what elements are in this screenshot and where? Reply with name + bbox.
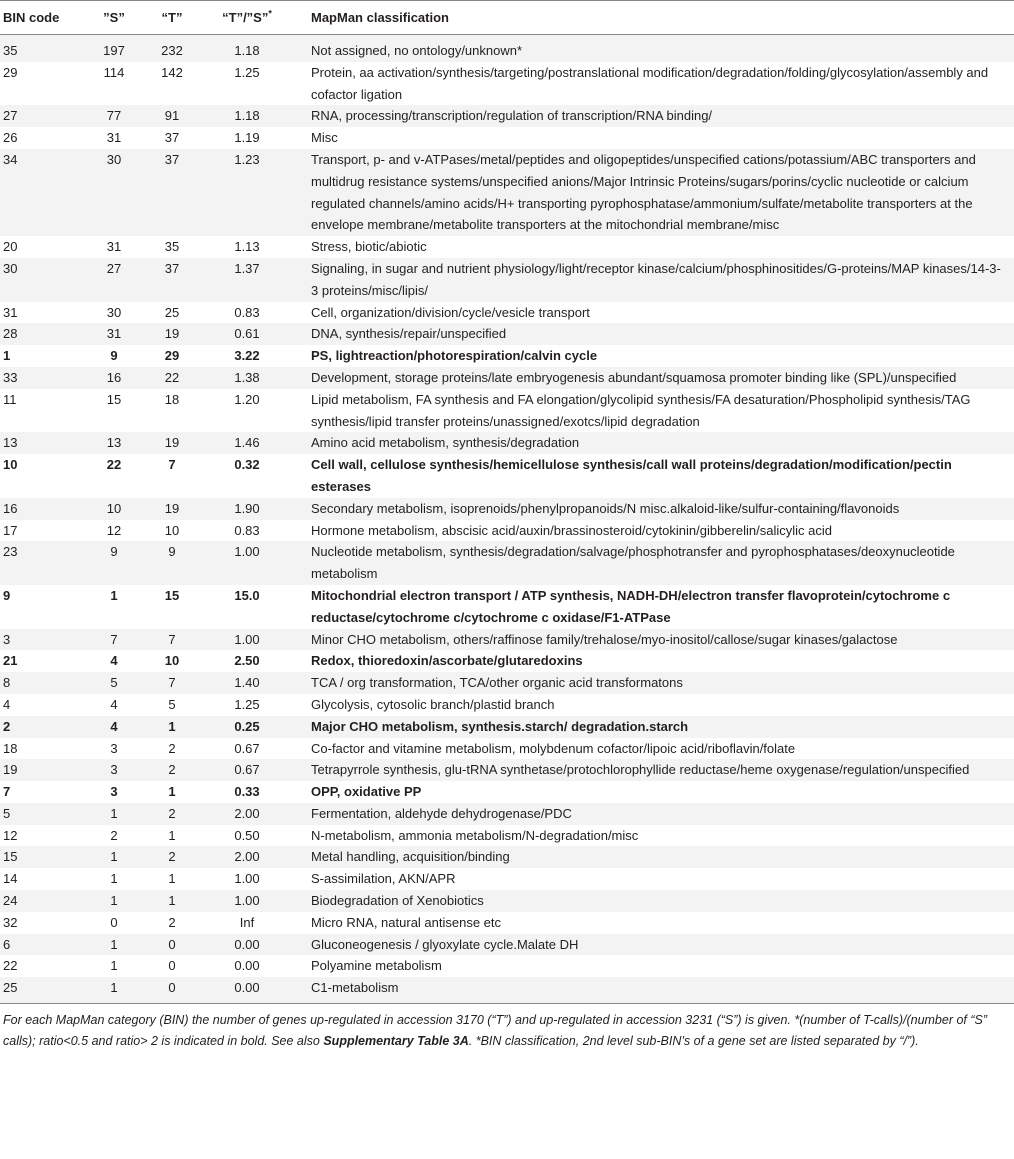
cell-s-count: 1	[83, 977, 145, 1003]
cell-bin-code: 4	[0, 694, 83, 716]
cell-bin-code: 28	[0, 323, 83, 345]
cell-s-count: 197	[83, 35, 145, 62]
cell-bin-code: 17	[0, 520, 83, 542]
cell-classification: Signaling, in sugar and nutrient physiology/light/receptor kinase/calcium/phosphinositides/G-proteins/MAP kinases/14-3-3 proteins/misc/lipis/	[295, 258, 1014, 302]
cell-classification: Cell wall, cellulose synthesis/hemicellulose synthesis/call wall proteins/degradation/modification/pectin esterases	[295, 454, 1014, 498]
cell-classification: Protein, aa activation/synthesis/targeting/postranslational modification/degradation/folding/glycosylation/assembly and cofactor ligation	[295, 62, 1014, 106]
cell-ratio: 1.00	[199, 541, 295, 585]
cell-s-count: 16	[83, 367, 145, 389]
cell-ratio: 2.00	[199, 846, 295, 868]
cell-classification: OPP, oxidative PP	[295, 781, 1014, 803]
cell-t-count: 1	[145, 825, 199, 847]
cell-bin-code: 3	[0, 629, 83, 651]
cell-ratio: 1.90	[199, 498, 295, 520]
cell-ratio: 2.00	[199, 803, 295, 825]
cell-t-count: 25	[145, 302, 199, 324]
cell-bin-code: 10	[0, 454, 83, 498]
cell-classification: Amino acid metabolism, synthesis/degradation	[295, 432, 1014, 454]
cell-ratio: 0.32	[199, 454, 295, 498]
cell-ratio: Inf	[199, 912, 295, 934]
table-row	[0, 803, 1014, 825]
cell-t-count: 2	[145, 738, 199, 760]
cell-classification: Hormone metabolism, abscisic acid/auxin/brassinosteroid/cytokinin/gibberelin/salicylic acid	[295, 520, 1014, 542]
table-row	[0, 694, 1014, 716]
cell-ratio: 0.67	[199, 759, 295, 781]
cell-s-count: 10	[83, 498, 145, 520]
table-row	[0, 127, 1014, 149]
cell-t-count: 7	[145, 629, 199, 651]
cell-ratio: 1.25	[199, 62, 295, 106]
header-ratio-text: “T”/”S”	[222, 10, 269, 25]
cell-t-count: 2	[145, 912, 199, 934]
cell-ratio: 1.00	[199, 868, 295, 890]
cell-classification: Misc	[295, 127, 1014, 149]
cell-s-count: 30	[83, 149, 145, 236]
cell-s-count: 1	[83, 955, 145, 977]
cell-classification: Not assigned, no ontology/unknown*	[295, 35, 1014, 62]
cell-t-count: 7	[145, 454, 199, 498]
cell-t-count: 37	[145, 127, 199, 149]
cell-classification: Redox, thioredoxin/ascorbate/glutaredoxins	[295, 650, 1014, 672]
cell-ratio: 1.18	[199, 105, 295, 127]
table-row	[0, 629, 1014, 651]
table-row	[0, 825, 1014, 847]
cell-bin-code: 15	[0, 846, 83, 868]
cell-s-count: 5	[83, 672, 145, 694]
cell-classification: N-metabolism, ammonia metabolism/N-degradation/misc	[295, 825, 1014, 847]
cell-ratio: 1.25	[199, 694, 295, 716]
table-row	[0, 585, 1014, 629]
cell-bin-code: 26	[0, 127, 83, 149]
cell-t-count: 22	[145, 367, 199, 389]
cell-classification: Biodegradation of Xenobiotics	[295, 890, 1014, 912]
cell-classification: TCA / org transformation, TCA/other organic acid transformatons	[295, 672, 1014, 694]
header-classification: MapMan classification	[295, 1, 1014, 35]
cell-s-count: 31	[83, 323, 145, 345]
header-ratio	[199, 1, 295, 35]
table-row	[0, 912, 1014, 934]
cell-s-count: 77	[83, 105, 145, 127]
cell-ratio: 0.25	[199, 716, 295, 738]
cell-s-count: 7	[83, 629, 145, 651]
cell-ratio: 1.23	[199, 149, 295, 236]
cell-classification: Co-factor and vitamine metabolism, molybdenum cofactor/lipoic acid/riboflavin/folate	[295, 738, 1014, 760]
cell-bin-code: 29	[0, 62, 83, 106]
cell-s-count: 9	[83, 541, 145, 585]
table-row	[0, 62, 1014, 106]
cell-bin-code: 27	[0, 105, 83, 127]
cell-classification: Metal handling, acquisition/binding	[295, 846, 1014, 868]
cell-classification: Mitochondrial electron transport / ATP synthesis, NADH-DH/electron transfer flavoprotein/cytochrome c reductase/cytochrome c/cytochrome c oxidase/F1-ATPase	[295, 585, 1014, 629]
cell-s-count: 0	[83, 912, 145, 934]
cell-classification: Glycolysis, cytosolic branch/plastid branch	[295, 694, 1014, 716]
cell-t-count: 1	[145, 716, 199, 738]
table-row	[0, 759, 1014, 781]
cell-s-count: 12	[83, 520, 145, 542]
cell-s-count: 3	[83, 738, 145, 760]
cell-s-count: 31	[83, 127, 145, 149]
cell-s-count: 4	[83, 650, 145, 672]
cell-ratio: 15.0	[199, 585, 295, 629]
cell-bin-code: 16	[0, 498, 83, 520]
cell-t-count: 0	[145, 977, 199, 1003]
cell-ratio: 0.67	[199, 738, 295, 760]
cell-s-count: 1	[83, 934, 145, 956]
table-row	[0, 520, 1014, 542]
cell-ratio: 0.00	[199, 977, 295, 1003]
cell-t-count: 37	[145, 149, 199, 236]
table-row	[0, 541, 1014, 585]
cell-t-count: 2	[145, 803, 199, 825]
cell-ratio: 1.18	[199, 35, 295, 62]
cell-s-count: 13	[83, 432, 145, 454]
table-row	[0, 367, 1014, 389]
cell-t-count: 91	[145, 105, 199, 127]
table-row	[0, 389, 1014, 433]
cell-s-count: 2	[83, 825, 145, 847]
cell-t-count: 29	[145, 345, 199, 367]
cell-s-count: 1	[83, 803, 145, 825]
cell-s-count: 114	[83, 62, 145, 106]
cell-t-count: 0	[145, 955, 199, 977]
cell-bin-code: 14	[0, 868, 83, 890]
table-row	[0, 977, 1014, 1003]
cell-classification: Major CHO metabolism, synthesis.starch/ degradation.starch	[295, 716, 1014, 738]
cell-t-count: 10	[145, 520, 199, 542]
cell-t-count: 2	[145, 759, 199, 781]
cell-s-count: 1	[83, 846, 145, 868]
cell-t-count: 1	[145, 868, 199, 890]
cell-bin-code: 33	[0, 367, 83, 389]
cell-ratio: 0.83	[199, 302, 295, 324]
table-footnote	[0, 1004, 1014, 1052]
cell-classification: Transport, p- and v-ATPases/metal/peptides and oligopeptides/unspecified cations/potassium/ABC transporters and multidrug resistance systems/unspecified anions/Major Intrinsic Proteins/sugars/porins/cyclic nucleotide or calcium regulated channels/amino acids/H+ transporting pyrophosphatase/ammonium/sulfate/metabolite transporters at the envelope membrane/metabolite transporters at the mitochondrial membrane/misc	[295, 149, 1014, 236]
cell-bin-code: 25	[0, 977, 83, 1003]
cell-s-count: 22	[83, 454, 145, 498]
table-row	[0, 498, 1014, 520]
cell-ratio: 0.00	[199, 934, 295, 956]
cell-bin-code: 7	[0, 781, 83, 803]
cell-bin-code: 11	[0, 389, 83, 433]
cell-ratio: 0.00	[199, 955, 295, 977]
cell-ratio: 0.61	[199, 323, 295, 345]
header-bin-code: BIN code	[0, 1, 83, 35]
cell-t-count: 232	[145, 35, 199, 62]
cell-bin-code: 21	[0, 650, 83, 672]
cell-s-count: 27	[83, 258, 145, 302]
cell-s-count: 1	[83, 868, 145, 890]
table-row	[0, 323, 1014, 345]
cell-bin-code: 1	[0, 345, 83, 367]
cell-t-count: 9	[145, 541, 199, 585]
cell-t-count: 1	[145, 781, 199, 803]
cell-s-count: 30	[83, 302, 145, 324]
header-s: ”S”	[83, 1, 145, 35]
cell-s-count: 3	[83, 759, 145, 781]
cell-classification: Lipid metabolism, FA synthesis and FA elongation/glycolipid synthesis/FA desaturation/Phospholipid synthesis/TAG synthesis/lipid transfer proteins/unassigned/exotcs/lipid degradation	[295, 389, 1014, 433]
cell-t-count: 2	[145, 846, 199, 868]
cell-t-count: 142	[145, 62, 199, 106]
cell-bin-code: 19	[0, 759, 83, 781]
cell-classification: Fermentation, aldehyde dehydrogenase/PDC	[295, 803, 1014, 825]
table-body	[0, 35, 1014, 1004]
cell-t-count: 19	[145, 432, 199, 454]
cell-ratio: 0.83	[199, 520, 295, 542]
cell-ratio: 1.00	[199, 890, 295, 912]
cell-bin-code: 12	[0, 825, 83, 847]
table-row	[0, 236, 1014, 258]
table-row	[0, 781, 1014, 803]
cell-ratio: 1.37	[199, 258, 295, 302]
cell-bin-code: 32	[0, 912, 83, 934]
cell-t-count: 15	[145, 585, 199, 629]
table-row	[0, 258, 1014, 302]
table-row	[0, 890, 1014, 912]
table-row	[0, 672, 1014, 694]
cell-t-count: 7	[145, 672, 199, 694]
cell-bin-code: 9	[0, 585, 83, 629]
table-row	[0, 454, 1014, 498]
cell-bin-code: 22	[0, 955, 83, 977]
table-row	[0, 868, 1014, 890]
cell-s-count: 4	[83, 694, 145, 716]
table-row	[0, 149, 1014, 236]
cell-ratio: 1.20	[199, 389, 295, 433]
cell-classification: DNA, synthesis/repair/unspecified	[295, 323, 1014, 345]
cell-t-count: 10	[145, 650, 199, 672]
cell-t-count: 0	[145, 934, 199, 956]
cell-classification: Gluconeogenesis / glyoxylate cycle.Malate DH	[295, 934, 1014, 956]
cell-t-count: 37	[145, 258, 199, 302]
cell-classification: Nucleotide metabolism, synthesis/degradation/salvage/phosphotransfer and pyrophosphatases/deoxynucleotide metabolism	[295, 541, 1014, 585]
cell-classification: Development, storage proteins/late embryogenesis abundant/squamosa promoter binding like (SPL)/unspecified	[295, 367, 1014, 389]
cell-bin-code: 18	[0, 738, 83, 760]
cell-s-count: 15	[83, 389, 145, 433]
cell-classification: Polyamine metabolism	[295, 955, 1014, 977]
table-row	[0, 302, 1014, 324]
cell-s-count: 1	[83, 890, 145, 912]
cell-t-count: 35	[145, 236, 199, 258]
footnote-text-2: . *BIN classification, 2nd level sub-BIN’s of a gene set are listed separated by “/”).	[468, 1034, 919, 1049]
table-row	[0, 846, 1014, 868]
cell-t-count: 18	[145, 389, 199, 433]
cell-s-count: 9	[83, 345, 145, 367]
cell-classification: Tetrapyrrole synthesis, glu-tRNA synthetase/protochlorophyllide reductase/heme oxygenase/regulation/unspecified	[295, 759, 1014, 781]
table-row	[0, 345, 1014, 367]
cell-t-count: 19	[145, 498, 199, 520]
cell-bin-code: 8	[0, 672, 83, 694]
table-row	[0, 650, 1014, 672]
footnote-supplementary-link[interactable]: Supplementary Table 3A	[323, 1034, 469, 1049]
cell-classification: Stress, biotic/abiotic	[295, 236, 1014, 258]
cell-bin-code: 5	[0, 803, 83, 825]
table-row	[0, 105, 1014, 127]
cell-classification: Cell, organization/division/cycle/vesicle transport	[295, 302, 1014, 324]
cell-s-count: 3	[83, 781, 145, 803]
cell-s-count: 1	[83, 585, 145, 629]
cell-bin-code: 31	[0, 302, 83, 324]
table-row	[0, 934, 1014, 956]
cell-classification: C1-metabolism	[295, 977, 1014, 1003]
cell-t-count: 1	[145, 890, 199, 912]
cell-s-count: 4	[83, 716, 145, 738]
cell-classification: Micro RNA, natural antisense etc	[295, 912, 1014, 934]
cell-t-count: 19	[145, 323, 199, 345]
cell-bin-code: 20	[0, 236, 83, 258]
cell-classification: S-assimilation, AKN/APR	[295, 868, 1014, 890]
header-ratio-sup: *	[268, 8, 272, 19]
cell-bin-code: 13	[0, 432, 83, 454]
table-row	[0, 432, 1014, 454]
table-row	[0, 35, 1014, 62]
table-row	[0, 738, 1014, 760]
cell-classification: PS, lightreaction/photorespiration/calvin cycle	[295, 345, 1014, 367]
table-row	[0, 955, 1014, 977]
table-row	[0, 716, 1014, 738]
footnote-text-1: For each MapMan category (BIN) the number of genes up-regulated in accession 3170 (“T”) and up-regulated in accession 3231 (“S”) is given. *(number of T-calls)/(number of “S” calls); ratio<0.5 and ratio> 2 is indicated in bold. See also	[3, 1013, 988, 1049]
cell-bin-code: 23	[0, 541, 83, 585]
cell-ratio: 1.40	[199, 672, 295, 694]
cell-ratio: 2.50	[199, 650, 295, 672]
header-t: “T”	[145, 1, 199, 35]
cell-ratio: 1.00	[199, 629, 295, 651]
cell-classification: Secondary metabolism, isoprenoids/phenylpropanoids/N misc.alkaloid-like/sulfur-containing/flavonoids	[295, 498, 1014, 520]
cell-bin-code: 30	[0, 258, 83, 302]
cell-bin-code: 6	[0, 934, 83, 956]
cell-bin-code: 34	[0, 149, 83, 236]
cell-bin-code: 35	[0, 35, 83, 62]
cell-ratio: 0.33	[199, 781, 295, 803]
cell-bin-code: 2	[0, 716, 83, 738]
cell-ratio: 3.22	[199, 345, 295, 367]
cell-ratio: 1.38	[199, 367, 295, 389]
header-row	[0, 1, 1014, 35]
cell-classification: RNA, processing/transcription/regulation of transcription/RNA binding/	[295, 105, 1014, 127]
cell-ratio: 1.46	[199, 432, 295, 454]
cell-ratio: 1.13	[199, 236, 295, 258]
cell-ratio: 0.50	[199, 825, 295, 847]
cell-t-count: 5	[145, 694, 199, 716]
cell-s-count: 31	[83, 236, 145, 258]
cell-classification: Minor CHO metabolism, others/raffinose family/trehalose/myo-inositol/callose/sugar kinases/galactose	[295, 629, 1014, 651]
cell-bin-code: 24	[0, 890, 83, 912]
cell-ratio: 1.19	[199, 127, 295, 149]
